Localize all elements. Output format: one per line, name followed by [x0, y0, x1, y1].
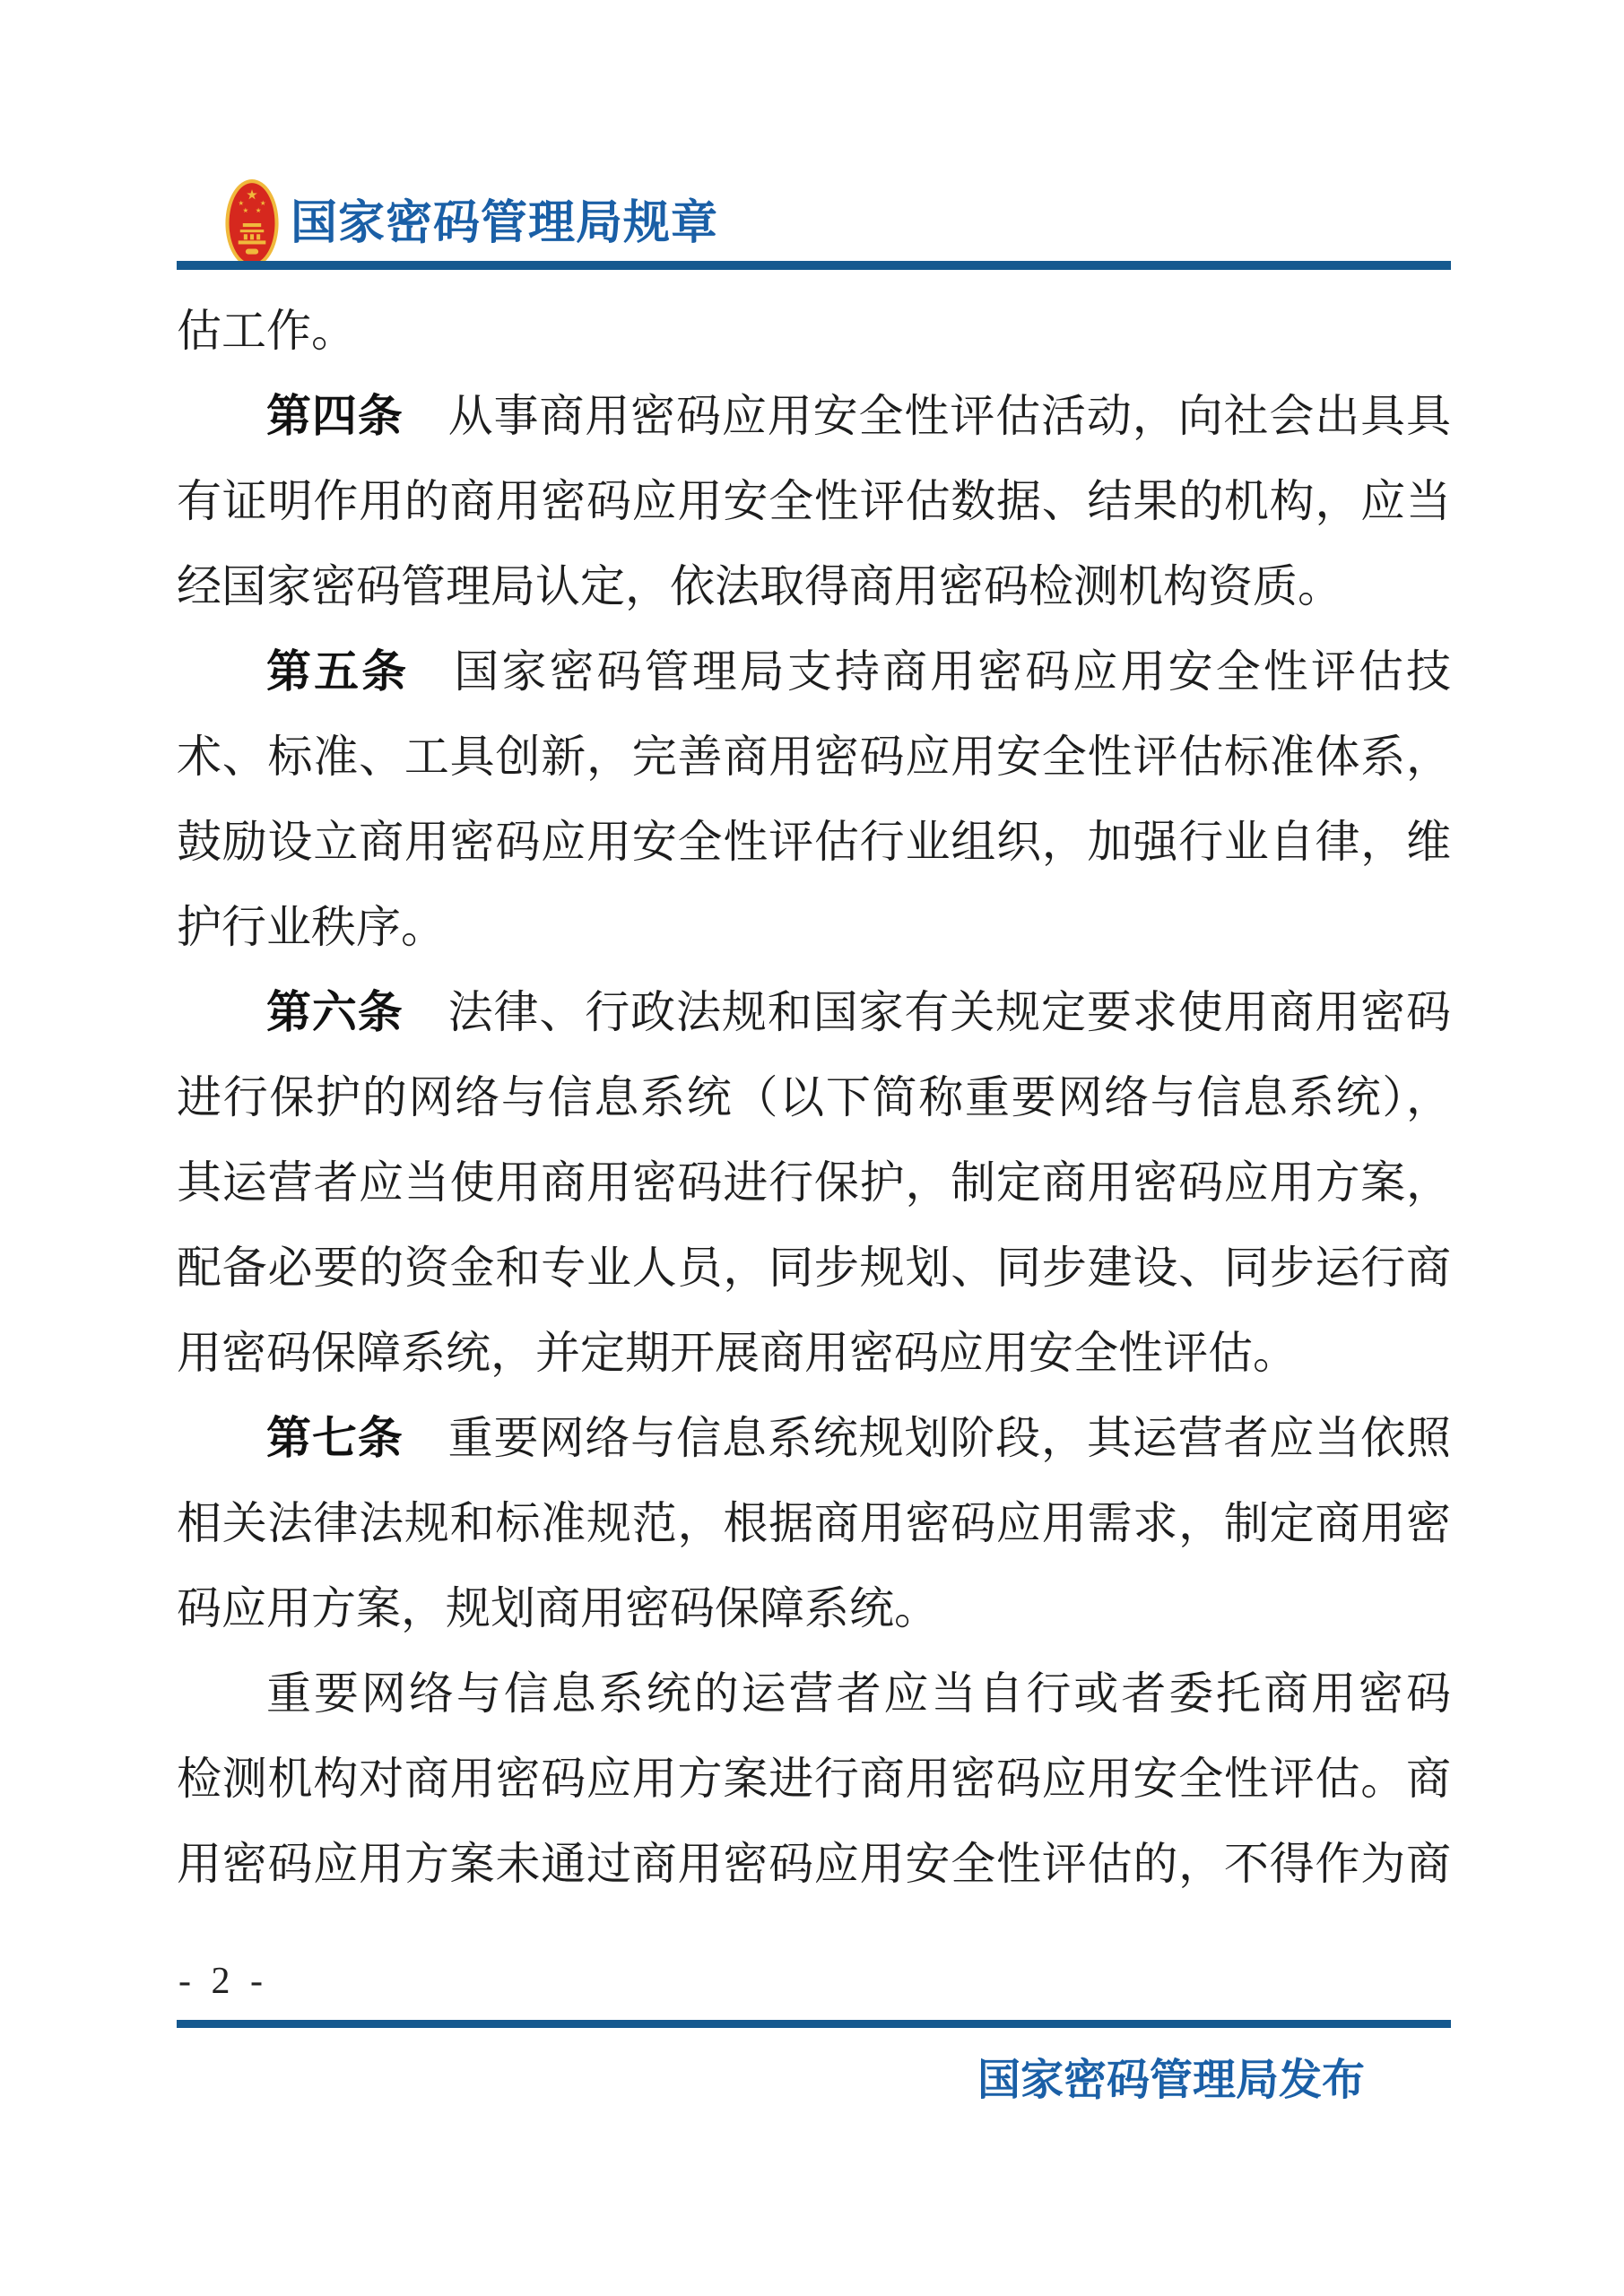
body-line-text: 护行业秩序。: [177, 902, 446, 952]
body-line-text: 配备必要的资金和专业人员，同步规划、同步建设、同步运行商: [177, 1243, 1451, 1293]
body-line-text: 用密码应用方案未通过商用密码应用安全性评估的，不得作为商: [177, 1839, 1451, 1889]
body-line: [177, 629, 1451, 715]
body-line-text: 检测机构对商用密码应用方案进行商用密码应用安全性评估。商: [177, 1754, 1451, 1804]
body-line: [177, 1140, 1451, 1226]
page-header: [224, 178, 718, 269]
document-body: [177, 289, 1451, 1907]
body-line-text: 估工作。: [177, 306, 356, 356]
body-line: [177, 1311, 1451, 1396]
body-line-text: 其运营者应当使用商用密码进行保护，制定商用密码应用方案，: [177, 1157, 1451, 1208]
body-line: [177, 715, 1451, 800]
body-line: [177, 800, 1451, 885]
publisher: 国家密码管理局发布: [977, 2057, 1366, 2104]
body-line: [177, 1396, 1451, 1481]
body-line: [177, 544, 1451, 629]
body-line-text: 经国家密码管理局认定，依法取得商用密码检测机构资质。: [177, 561, 1342, 611]
body-line-text: 码应用方案，规划商用密码保障系统。: [177, 1583, 939, 1633]
body-line-text: 国家密码管理局支持商用密码应用安全性评估技: [454, 646, 1451, 697]
body-line: [177, 1226, 1451, 1311]
article-number: 第四条: [266, 391, 404, 441]
national-emblem-icon: [224, 178, 280, 269]
body-line: [177, 1822, 1451, 1907]
body-line-text: 有证明作用的商用密码应用安全性评估数据、结果的机构，应当: [177, 476, 1451, 526]
body-line: [177, 459, 1451, 544]
header-title: 国家密码管理局规章: [291, 197, 719, 249]
body-line-text: 重要网络与信息系统的运营者应当自行或者委托商用密码: [266, 1668, 1451, 1719]
body-line: [177, 1055, 1451, 1140]
article-number: 第七条: [266, 1413, 404, 1463]
page-number: - 2 -: [178, 1961, 268, 2002]
body-line-text: 法律、行政法规和国家有关规定要求使用商用密码: [447, 987, 1451, 1037]
body-line-text: 鼓励设立商用密码应用安全性评估行业组织，加强行业自律，维: [177, 817, 1451, 867]
body-line-text: 从事商用密码应用安全性评估活动，向社会出具具: [447, 391, 1451, 441]
body-line: [177, 374, 1451, 459]
article-number: 第六条: [266, 987, 404, 1037]
body-line-text: 进行保护的网络与信息系统（以下简称重要网络与信息系统），: [177, 1072, 1451, 1122]
body-line: [177, 1566, 1451, 1651]
body-line: [177, 970, 1451, 1055]
body-line-text: 用密码保障系统，并定期开展商用密码应用安全性评估。: [177, 1328, 1298, 1378]
article-number: 第五条: [266, 646, 410, 697]
body-line: [177, 1651, 1451, 1737]
header-divider: [177, 261, 1451, 270]
body-line: [177, 1481, 1451, 1566]
body-line-text: 相关法律法规和标准规范，根据商用密码应用需求，制定商用密: [177, 1498, 1451, 1548]
body-line-text: 重要网络与信息系统规划阶段，其运营者应当依照: [447, 1413, 1451, 1463]
body-line: [177, 885, 1451, 970]
body-line: [177, 289, 1451, 374]
footer-divider: [177, 2020, 1451, 2028]
body-line-text: 术、标准、工具创新，完善商用密码应用安全性评估标准体系，: [177, 732, 1451, 782]
body-line: [177, 1737, 1451, 1822]
